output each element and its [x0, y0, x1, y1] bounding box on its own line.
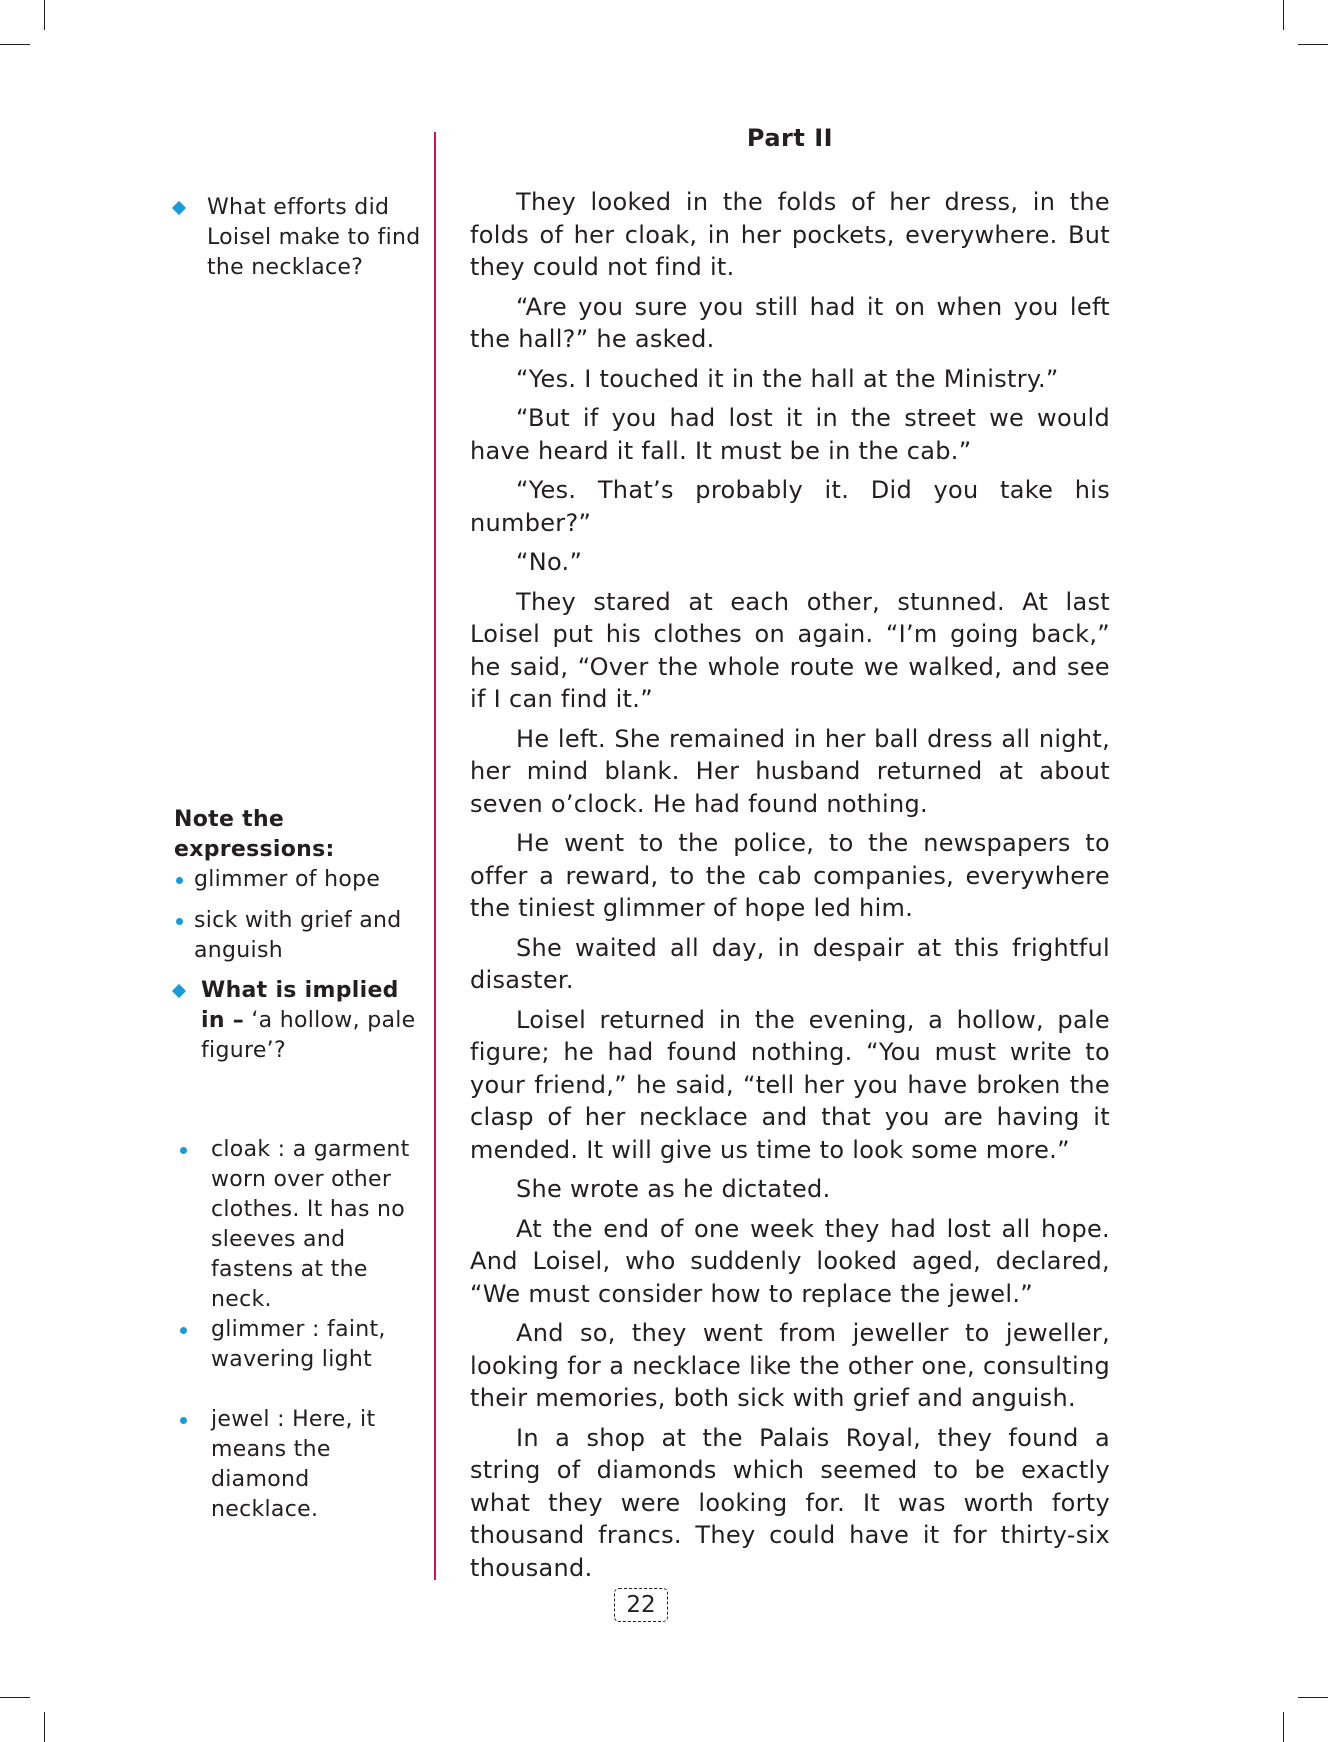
- crop-mark: [44, 0, 45, 30]
- paragraph: He left. She remained in her ball dress all night, her mind blank. Her husband returned at about seven o’clock. He had found nothing.: [470, 724, 1110, 818]
- crop-mark: [0, 1697, 30, 1698]
- dot-bullet-icon: [180, 1147, 187, 1154]
- glossary-text: jewel : Here, it means the diamond necklace.: [211, 1407, 376, 1522]
- paragraph: She wrote as he dictated.: [516, 1175, 831, 1203]
- paragraph: She waited all day, in despair at this frightful disaster.: [470, 933, 1110, 994]
- paragraph: “But if you had lost it in the street we would have heard it fall. It must be in the cab.”: [470, 404, 1110, 465]
- paragraph: At the end of one week they had lost all hope. And Loisel, who suddenly looked aged, declared, “We must consider how to replace the jewel.”: [470, 1214, 1110, 1308]
- paragraph: He went to the police, to the newspapers to offer a reward, to the cab companies, everywhere the tiniest glimmer of hope led him.: [470, 829, 1110, 922]
- expression-item: [174, 865, 434, 895]
- expression-text: sick with grief and anguish: [194, 908, 402, 963]
- glossary-text: glimmer : faint, wavering light: [211, 1317, 386, 1372]
- paragraph: They looked in the folds of her dress, in the folds of her cloak, in her pockets, everywhere. But they could not find it.: [470, 188, 1110, 281]
- page-number: 22: [614, 1588, 668, 1622]
- question-item: [174, 976, 424, 1066]
- expression-item: [174, 906, 434, 966]
- paragraph: “Yes. That’s probably it. Did you take his number?”: [470, 476, 1110, 537]
- diamond-bullet-icon: [172, 201, 186, 215]
- glossary-item: [178, 1315, 406, 1375]
- crop-mark: [1283, 1712, 1284, 1742]
- paragraph: And so, they went from jeweller to jeweller, looking for a necklace like the other one, consulting their memories, both sick with grief and anguish.: [470, 1319, 1110, 1412]
- question-item: [174, 193, 434, 283]
- glossary-text: cloak : a garment worn over other clothes. It has no sleeves and fastens at the neck.: [211, 1137, 410, 1312]
- side-glossary: [178, 1135, 416, 1525]
- question-text: ‘a hollow, pale figure’?: [201, 1008, 416, 1063]
- dot-bullet-icon: [180, 1327, 187, 1334]
- expression-text: glimmer of hope: [194, 867, 381, 892]
- question-bold-text: What is implied in –: [201, 978, 399, 1033]
- crop-mark: [1298, 44, 1328, 45]
- side-question-2: [174, 976, 424, 1066]
- part-title: Part II: [746, 124, 834, 152]
- crop-mark: [0, 44, 30, 45]
- paragraph: In a shop at the Palais Royal, they found a string of diamonds which seemed to be exactly what they were looking for. It was worth forty thousand francs. They could have it for thirty-six thousand.: [470, 1423, 1110, 1582]
- side-question-1: [174, 193, 434, 283]
- margin-rule: [434, 132, 436, 1580]
- dot-bullet-icon: [180, 1417, 187, 1424]
- dot-bullet-icon: [176, 918, 183, 925]
- crop-mark: [1298, 1697, 1328, 1698]
- paragraph: Loisel returned in the evening, a hollow, pale figure; he had found nothing. “You must write to your friend,” he said, “tell her you have broken the clasp of her necklace and that you are having it mended. It will give us time to look some more.”: [470, 1005, 1110, 1164]
- diamond-bullet-icon: [172, 984, 186, 998]
- side-expressions: [174, 805, 434, 966]
- dot-bullet-icon: [176, 877, 183, 884]
- paragraph: “Are you sure you still had it on when you left the hall?” he asked.: [470, 292, 1110, 353]
- note-heading: Note the expressions:: [174, 807, 335, 862]
- question-text: What efforts did Loisel make to find the necklace?: [207, 195, 421, 280]
- main-text: [470, 186, 1110, 1591]
- crop-mark: [44, 1712, 45, 1742]
- paragraph: They stared at each other, stunned. At last Loisel put his clothes on again. “I’m going back,” he said, “Over the whole route we walked, and see if I can find it.”: [470, 587, 1110, 713]
- glossary-item: [178, 1405, 416, 1525]
- paragraph: “Yes. I touched it in the hall at the Ministry.”: [516, 364, 1059, 393]
- crop-mark: [1283, 0, 1284, 30]
- paragraph: “No.”: [516, 548, 583, 576]
- glossary-item: [178, 1135, 416, 1315]
